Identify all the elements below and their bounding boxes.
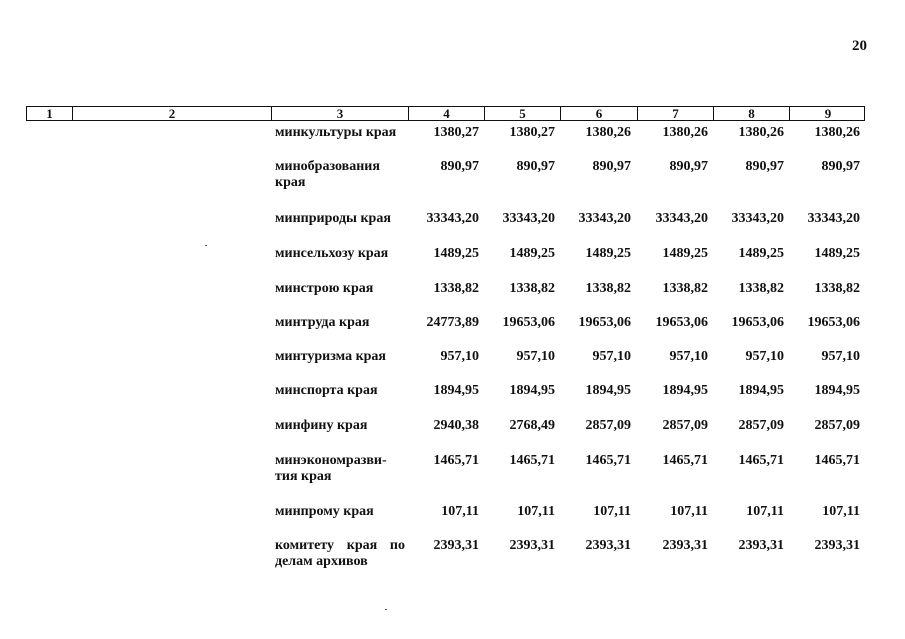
cell-col-7: 1465,71 [662, 453, 708, 468]
cell-col-5: 107,11 [517, 504, 555, 519]
cell-col-6: 1380,26 [585, 125, 631, 140]
cell-col-7: 1338,82 [662, 281, 708, 296]
cell-col-4: 2393,31 [433, 538, 479, 553]
cell-col-4: 33343,20 [426, 211, 479, 226]
cell-col-5: 1338,82 [509, 281, 555, 296]
column-header-5: 5 [484, 107, 560, 120]
cell-col-4: 1489,25 [433, 246, 479, 261]
cell-col-8: 2393,31 [738, 538, 784, 553]
column-header-1: 1 [46, 106, 53, 121]
row-label: минкультуры края [275, 125, 397, 140]
cell-col-4: 107,11 [441, 504, 479, 519]
cell-col-9: 1338,82 [814, 281, 860, 296]
scan-speck [205, 245, 207, 246]
cell-col-4: 24773,89 [426, 315, 479, 330]
cell-col-9: 33343,20 [807, 211, 860, 226]
column-header-4: 4 [408, 107, 484, 120]
cell-col-5: 1465,71 [509, 453, 555, 468]
cell-col-9: 2393,31 [814, 538, 860, 553]
row-label: минтруда края [275, 315, 370, 330]
cell-col-8: 1380,26 [738, 125, 784, 140]
cell-col-6: 957,10 [592, 349, 631, 364]
cell-col-6: 890,97 [592, 159, 631, 174]
cell-col-6: 1894,95 [585, 383, 631, 398]
cell-col-9: 1380,26 [814, 125, 860, 140]
cell-col-6: 107,11 [593, 504, 631, 519]
row-label: минтуризма края [275, 349, 387, 364]
cell-col-7: 890,97 [669, 159, 708, 174]
cell-col-8: 19653,06 [731, 315, 784, 330]
scan-speck [385, 609, 387, 610]
cell-col-7: 33343,20 [655, 211, 708, 226]
cell-col-4: 1380,27 [433, 125, 479, 140]
column-header-8: 8 [713, 107, 789, 120]
cell-col-8: 33343,20 [731, 211, 784, 226]
cell-col-7: 2393,31 [662, 538, 708, 553]
page-number: 20 [852, 38, 867, 54]
cell-col-8: 1465,71 [738, 453, 784, 468]
cell-col-5: 33343,20 [502, 211, 555, 226]
cell-col-4: 1338,82 [433, 281, 479, 296]
cell-col-7: 957,10 [669, 349, 708, 364]
cell-col-6: 1338,82 [585, 281, 631, 296]
cell-col-9: 957,10 [821, 349, 860, 364]
cell-col-7: 1894,95 [662, 383, 708, 398]
cell-col-5: 1380,27 [509, 125, 555, 140]
row-label: комитету края по делам архивов [275, 538, 405, 569]
cell-col-4: 957,10 [440, 349, 479, 364]
cell-col-6: 1465,71 [585, 453, 631, 468]
column-header-2: 2 [72, 107, 271, 120]
cell-col-7: 1489,25 [662, 246, 708, 261]
cell-col-5: 19653,06 [502, 315, 555, 330]
column-header-7: 7 [637, 107, 713, 120]
cell-col-8: 2857,09 [738, 418, 784, 433]
cell-col-4: 1894,95 [433, 383, 479, 398]
cell-col-6: 33343,20 [578, 211, 631, 226]
cell-col-5: 890,97 [516, 159, 555, 174]
cell-col-8: 890,97 [745, 159, 784, 174]
row-label: минфину края [275, 418, 368, 433]
cell-col-6: 2393,31 [585, 538, 631, 553]
row-label: минпрому края [275, 504, 374, 519]
row-label: минобразования края [275, 159, 380, 190]
cell-col-6: 19653,06 [578, 315, 631, 330]
row-label: минэкономразви- тия края [275, 453, 387, 484]
cell-col-7: 19653,06 [655, 315, 708, 330]
cell-col-5: 2768,49 [509, 418, 555, 433]
cell-col-8: 107,11 [746, 504, 784, 519]
column-header-3: 3 [271, 107, 408, 120]
cell-col-9: 1894,95 [814, 383, 860, 398]
cell-col-9: 890,97 [821, 159, 860, 174]
column-header-6: 6 [560, 107, 637, 120]
row-label: минстрою края [275, 281, 374, 296]
cell-col-7: 2857,09 [662, 418, 708, 433]
cell-col-9: 1489,25 [814, 246, 860, 261]
cell-col-8: 1894,95 [738, 383, 784, 398]
cell-col-6: 1489,25 [585, 246, 631, 261]
cell-col-6: 2857,09 [585, 418, 631, 433]
cell-col-9: 2857,09 [814, 418, 860, 433]
cell-col-4: 890,97 [440, 159, 479, 174]
cell-col-9: 107,11 [822, 504, 860, 519]
row-label: минсельхозу края [275, 246, 389, 261]
cell-col-5: 1894,95 [509, 383, 555, 398]
cell-col-7: 1380,26 [662, 125, 708, 140]
cell-col-5: 957,10 [516, 349, 555, 364]
cell-col-7: 107,11 [670, 504, 708, 519]
cell-col-9: 19653,06 [807, 315, 860, 330]
cell-col-8: 957,10 [745, 349, 784, 364]
cell-col-8: 1338,82 [738, 281, 784, 296]
row-label: минприроды края [275, 211, 391, 226]
cell-col-5: 2393,31 [509, 538, 555, 553]
column-header-9: 9 [789, 107, 866, 120]
cell-col-4: 2940,38 [433, 418, 479, 433]
cell-col-5: 1489,25 [509, 246, 555, 261]
cell-col-9: 1465,71 [814, 453, 860, 468]
row-label: минспорта края [275, 383, 378, 398]
cell-col-8: 1489,25 [738, 246, 784, 261]
cell-col-4: 1465,71 [433, 453, 479, 468]
